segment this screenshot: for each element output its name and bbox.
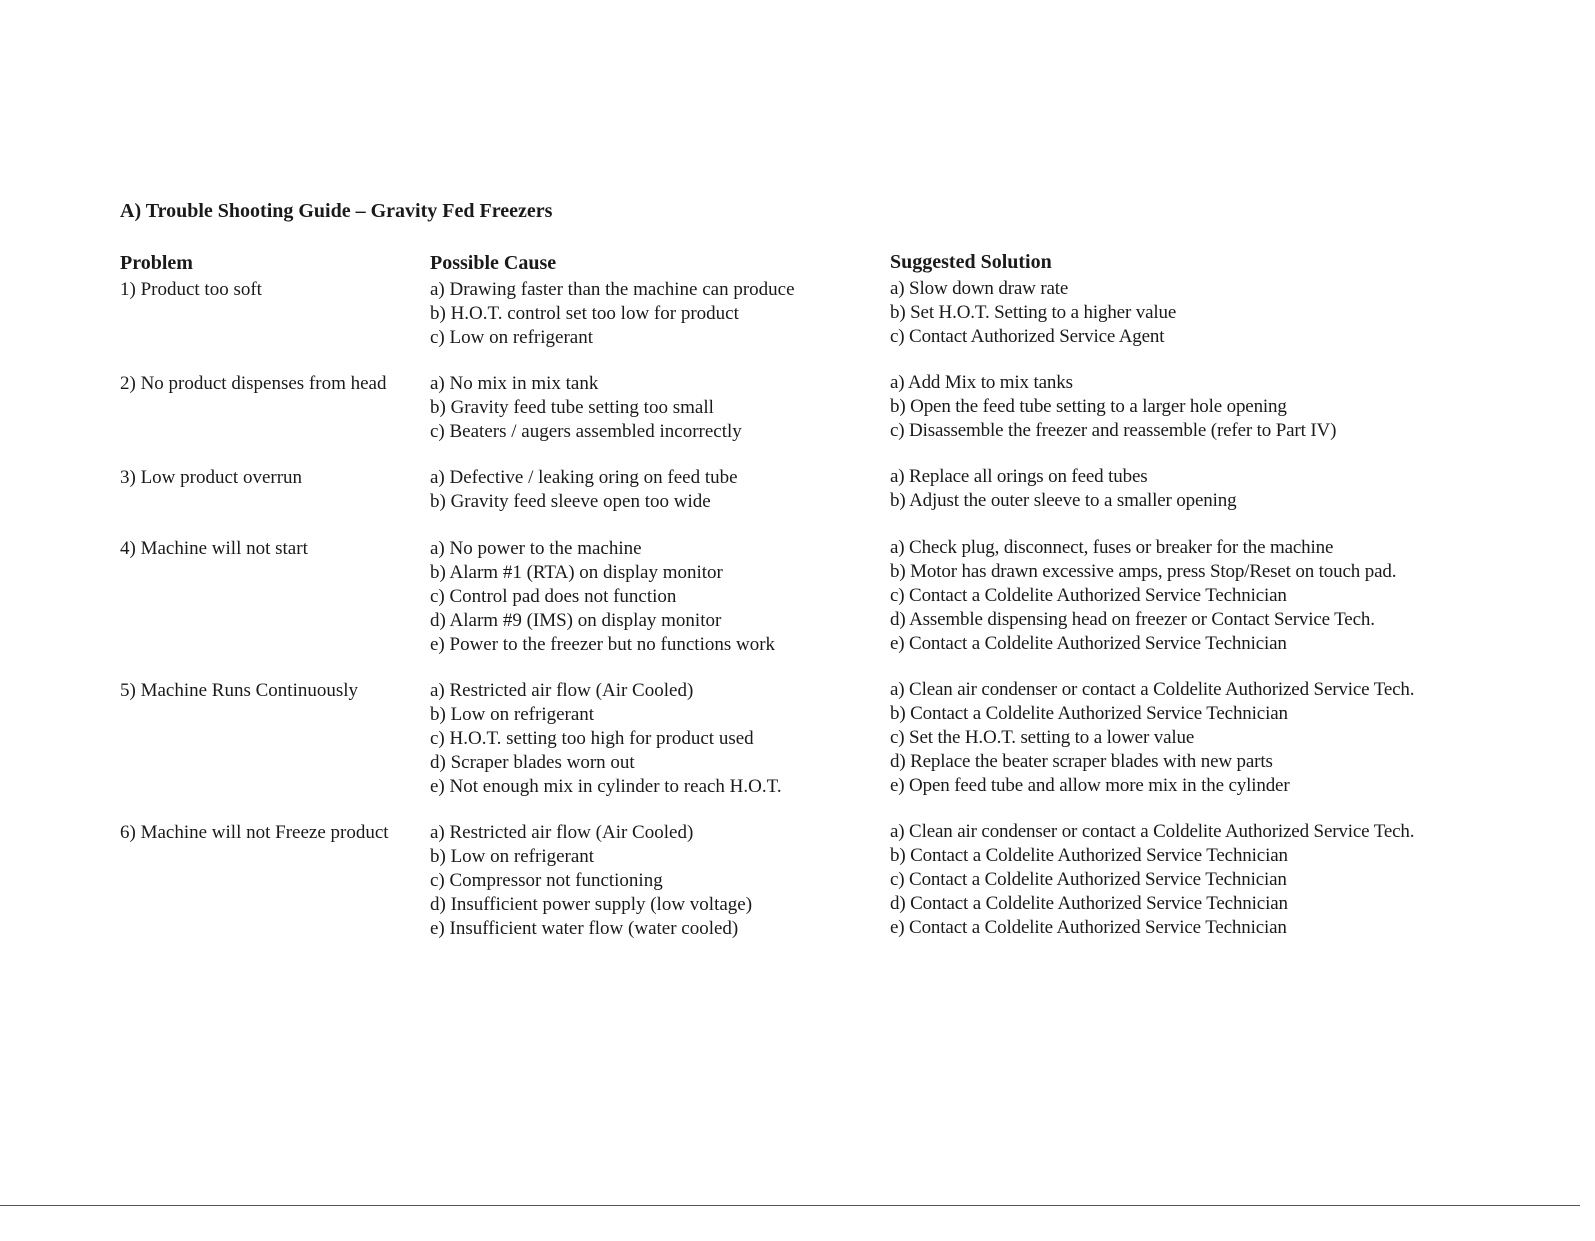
possible-cause-list [430,278,795,350]
possible-cause-item: b) Gravity feed sleeve open too wide [430,491,711,512]
suggested-solution-item: d) Replace the beater scraper blades with new parts [890,751,1273,772]
suggested-solution-item: d) Assemble dispensing head on freezer or Contact Service Tech. [890,609,1375,630]
suggested-solution-list [890,277,1176,349]
possible-cause-item: d) Alarm #9 (IMS) on display monitor [430,610,722,631]
suggested-solution-item: a) Clean air condenser or contact a Coldelite Authorized Service Tech. [890,821,1415,842]
suggested-solution-item: b) Motor has drawn excessive amps, press Stop/Reset on touch pad. [890,561,1397,582]
possible-cause-item: b) Alarm #1 (RTA) on display monitor [430,562,723,583]
suggested-solution-item: b) Set H.O.T. Setting to a higher value [890,302,1177,323]
page-title: A) Trouble Shooting Guide – Gravity Fed Freezers [120,200,553,222]
possible-cause-item: a) Defective / leaking oring on feed tube [430,467,738,488]
problem-text: 2) No product dispenses from head [120,373,387,394]
problem-text: 4) Machine will not start [120,538,308,559]
possible-cause-item: c) H.O.T. setting too high for product used [430,728,754,749]
suggested-solution-item: a) Check plug, disconnect, fuses or breaker for the machine [890,537,1334,558]
suggested-solution-item: c) Contact a Coldelite Authorized Service Technician [890,869,1287,890]
possible-cause-item: e) Insufficient water flow (water cooled) [430,918,739,939]
suggested-solution-item: a) Add Mix to mix tanks [890,372,1073,393]
suggested-solution-item: e) Contact a Coldelite Authorized Service Technician [890,633,1287,654]
suggested-solution-item: e) Open feed tube and allow more mix in the cylinder [890,775,1290,796]
problem-column-header: Problem [120,252,193,274]
suggested-solution-item: b) Contact a Coldelite Authorized Service Technician [890,845,1288,866]
suggested-solution-item: a) Replace all orings on feed tubes [890,466,1148,487]
possible-cause-list [430,679,782,799]
suggested-solution-item: b) Adjust the outer sleeve to a smaller opening [890,490,1237,511]
possible-cause-item: b) Low on refrigerant [430,846,595,867]
possible-cause-item: c) Beaters / augers assembled incorrectly [430,421,742,442]
suggested-solution-column-header: Suggested Solution [890,251,1052,273]
suggested-solution-item: c) Contact Authorized Service Agent [890,326,1165,347]
problem-text: 6) Machine will not Freeze product [120,822,389,843]
suggested-solution-item: d) Contact a Coldelite Authorized Service Technician [890,893,1288,914]
suggested-solution-list [890,371,1336,443]
problem-text: 3) Low product overrun [120,467,303,488]
possible-cause-item: a) No mix in mix tank [430,373,599,394]
suggested-solution-item: c) Contact a Coldelite Authorized Service Technician [890,585,1287,606]
possible-cause-item: a) Restricted air flow (Air Cooled) [430,680,694,701]
possible-cause-item: e) Not enough mix in cylinder to reach H.O.T. [430,776,782,797]
possible-cause-item: a) No power to the machine [430,538,642,559]
possible-cause-item: c) Control pad does not function [430,586,677,607]
possible-cause-item: c) Compressor not functioning [430,870,663,891]
suggested-solution-item: a) Slow down draw rate [890,278,1069,299]
suggested-solution-item: b) Contact a Coldelite Authorized Service Technician [890,703,1288,724]
possible-cause-item: b) Gravity feed tube setting too small [430,397,714,418]
possible-cause-item: d) Insufficient power supply (low voltage) [430,894,753,915]
possible-cause-list [430,821,752,941]
possible-cause-column-header: Possible Cause [430,252,557,274]
possible-cause-item: c) Low on refrigerant [430,327,594,348]
suggested-solution-item: c) Disassemble the freezer and reassemble (refer to Part IV) [890,420,1337,441]
suggested-solution-list [890,820,1414,940]
suggested-solution-item: a) Clean air condenser or contact a Coldelite Authorized Service Tech. [890,679,1415,700]
problem-text: 1) Product too soft [120,279,262,300]
suggested-solution-list [890,678,1414,798]
footer-divider [0,1205,1580,1206]
possible-cause-item: e) Power to the freezer but no functions work [430,634,776,655]
possible-cause-item: a) Drawing faster than the machine can produce [430,279,795,300]
possible-cause-item: d) Scraper blades worn out [430,752,635,773]
possible-cause-list [430,537,775,657]
suggested-solution-item: b) Open the feed tube setting to a larger hole opening [890,396,1287,417]
suggested-solution-list [890,465,1236,513]
suggested-solution-list [890,536,1396,656]
possible-cause-list [430,466,738,514]
problem-text: 5) Machine Runs Continuously [120,680,359,701]
suggested-solution-item: c) Set the H.O.T. setting to a lower value [890,727,1195,748]
suggested-solution-item: e) Contact a Coldelite Authorized Service Technician [890,917,1287,938]
possible-cause-item: b) Low on refrigerant [430,704,595,725]
possible-cause-item: b) H.O.T. control set too low for product [430,303,739,324]
possible-cause-list [430,372,742,444]
possible-cause-item: a) Restricted air flow (Air Cooled) [430,822,694,843]
